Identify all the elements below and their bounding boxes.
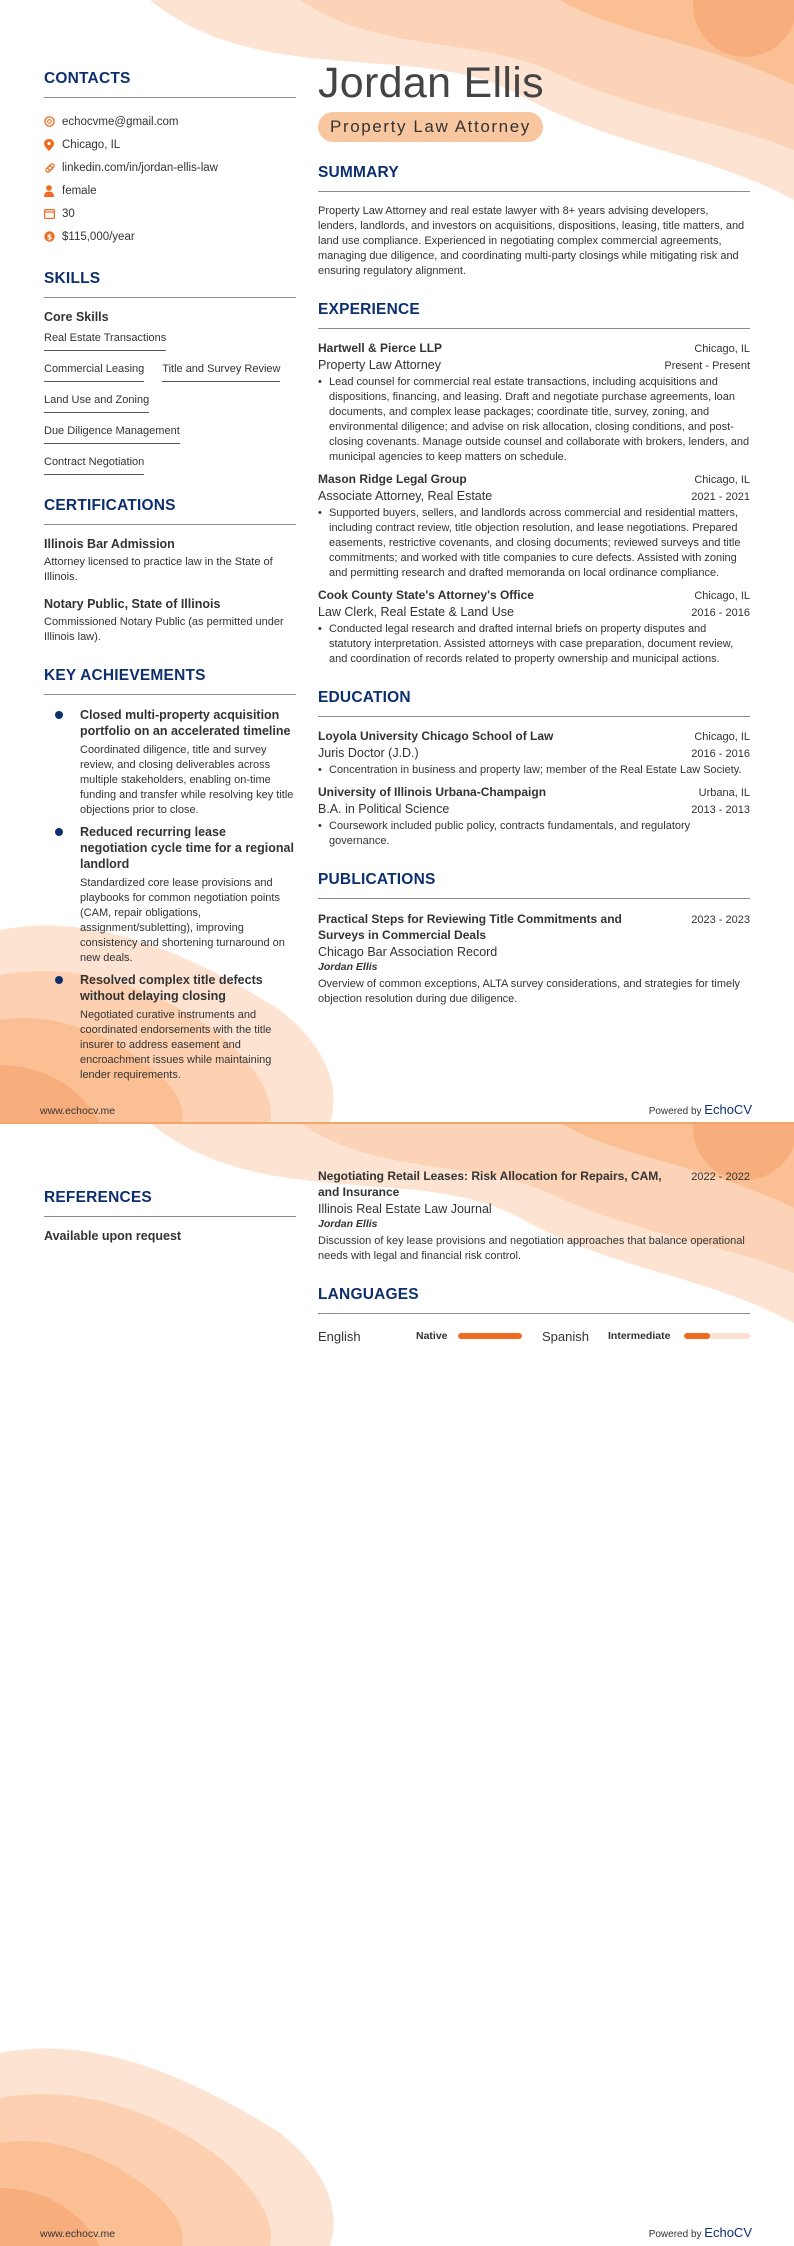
contact-gender-text: female — [62, 184, 97, 197]
certification-item — [44, 597, 296, 645]
language-bar — [684, 1333, 750, 1339]
achievement-title: Resolved complex title defects without delaying closing — [80, 973, 263, 1003]
job-dates: Present - Present — [664, 360, 750, 372]
candidate-name: Jordan Ellis — [318, 59, 544, 107]
languages-list — [318, 1326, 750, 1346]
certification-title: Notary Public, State of Illinois — [44, 597, 221, 611]
skills-list — [44, 328, 296, 483]
skill-item: Due Diligence Management — [44, 425, 180, 444]
footer-brand — [649, 1102, 752, 1117]
job-bullet: • Lead counsel for commercial real estate transactions, including acquisitions and dispositions, financing, and leasing. Draft and negotiate purchase agreements, loan documents, and complex lease packages; coordinate title, survey, zoning, and environmental diligence; and advise on risk allocation, closing conditions, and post-closing covenants. Manage outside counsel and collaborate with brokers, lenders, and municipal agencies to keep matters on schedule. — [318, 375, 750, 465]
person-icon — [44, 185, 62, 197]
school: Loyola University Chicago School of Law — [318, 729, 554, 743]
school-location: Urbana, IL — [698, 787, 750, 799]
contact-gender — [44, 179, 296, 202]
skill-item: Contract Negotiation — [44, 456, 144, 475]
job-dates: 2021 - 2021 — [691, 491, 750, 503]
contact-location — [44, 133, 296, 156]
left-column — [44, 70, 296, 1089]
education-bullet: • Coursework included public policy, contracts fundamentals, and regulatory governance. — [318, 819, 750, 849]
references-text: Available upon request — [44, 1229, 182, 1243]
link-icon — [44, 162, 62, 174]
contact-location-text: Chicago, IL — [62, 138, 121, 151]
achievement-desc: Negotiated curative instruments and coordinated endorsements with the title insurer to address easement and encroachment issues while maintaining lender requirements. — [80, 1009, 272, 1081]
skill-item: Land Use and Zoning — [44, 394, 149, 413]
employer: Cook County State's Attorney's Office — [318, 588, 534, 602]
certification-item — [44, 537, 296, 585]
svg-text:$: $ — [46, 232, 53, 242]
resume-page-2 — [0, 1123, 794, 2246]
job-role: Associate Attorney, Real Estate — [318, 489, 493, 503]
degree: B.A. in Political Science — [318, 802, 450, 816]
left-column-page-2 — [44, 1189, 296, 1243]
right-column — [318, 60, 750, 1007]
contact-linkedin-text: linkedin.com/in/jordan-ellis-law — [62, 161, 218, 174]
publication-author: Jordan Ellis — [318, 961, 378, 973]
skill-item: Commercial Leasing — [44, 363, 144, 382]
job-bullet: • Conducted legal research and drafted internal briefs on property disputes and statutory interpretation. Assisted attorneys with case preparation, document review, and coordination of records related to property ownership and municipal actions. — [318, 622, 750, 667]
bullet-dot-icon — [55, 976, 63, 984]
certifications-heading: CERTIFICATIONS — [44, 497, 296, 525]
contact-age-text: 30 — [62, 207, 75, 220]
calendar-icon — [44, 208, 62, 219]
summary-text: Property Law Attorney and real estate lawyer with 8+ years advising developers, lenders, landlords, and investors on acquisitions, dispositions, leasing, title matters, and land use compliance. Experienced in negotiating complex commercial agreements, managing due diligence, and coordinating multi-party closings while mitigating risk and ensuring regulatory alignment. — [318, 205, 745, 277]
publication-desc: Overview of common exceptions, ALTA survey considerations, and strategies for timely objection resolution during due diligence. — [318, 978, 741, 1005]
language-name: English — [318, 1328, 361, 1344]
experience-item — [318, 341, 750, 465]
publication-desc: Discussion of key lease provisions and negotiation approaches that balance operational needs with legal and financial risk control. — [318, 1235, 745, 1262]
contact-linkedin[interactable] — [44, 156, 296, 179]
publication-author: Jordan Ellis — [318, 1218, 378, 1230]
language-level: Native — [416, 1330, 448, 1342]
salary-icon — [44, 231, 62, 242]
footer-powered: Powered by — [648, 1106, 702, 1117]
footer-brand — [649, 2225, 752, 2240]
skill-item: Real Estate Transactions — [44, 332, 166, 351]
job-role: Law Clerk, Real Estate & Land Use — [318, 605, 514, 619]
certification-title: Illinois Bar Admission — [44, 537, 175, 551]
publication-dates: 2022 - 2022 — [691, 1171, 750, 1183]
page-divider — [0, 1122, 794, 1124]
footer-site[interactable]: www.echocv.me — [40, 2228, 116, 2240]
publication-title: Practical Steps for Reviewing Title Commitments and Surveys in Commercial Deals — [318, 912, 622, 942]
publication-dates: 2023 - 2023 — [691, 914, 750, 926]
right-column-page-2 — [318, 1168, 750, 1346]
publication-item — [318, 1168, 750, 1264]
skills-heading: SKILLS — [44, 270, 296, 298]
footer-brand-name[interactable]: EchoCV — [704, 1102, 752, 1117]
education-dates: 2016 - 2016 — [691, 748, 750, 760]
job-title-badge: Property Law Attorney — [318, 112, 543, 142]
skill-item: Title and Survey Review — [162, 363, 280, 382]
footer-site[interactable]: www.echocv.me — [40, 1105, 116, 1117]
languages-heading: LANGUAGES — [318, 1286, 750, 1314]
achievement-desc: Standardized core lease provisions and playbooks for common negotiation points (CAM, repair obligations, assignment/subletting), improving consistency and shortening turnaround on new deals. — [80, 877, 285, 964]
certification-desc: Commissioned Notary Public (as permitted under Illinois law). — [44, 616, 284, 643]
achievement-title: Reduced recurring lease negotiation cycle time for a regional landlord — [80, 825, 294, 871]
publications-heading: PUBLICATIONS — [318, 871, 750, 899]
location-icon — [44, 139, 62, 151]
achievement-item — [44, 972, 296, 1083]
education-dates: 2013 - 2013 — [691, 804, 750, 816]
education-heading: EDUCATION — [318, 689, 750, 717]
footer-brand-name[interactable]: EchoCV — [704, 2225, 752, 2240]
certification-desc: Attorney licensed to practice law in the State of Illinois. — [44, 556, 273, 583]
references-heading: REFERENCES — [44, 1189, 296, 1217]
language-bar-fill — [458, 1333, 522, 1339]
language-level: Intermediate — [608, 1330, 671, 1342]
education-item — [318, 729, 750, 778]
job-location: Chicago, IL — [694, 343, 750, 355]
footer-powered: Powered by — [648, 2229, 702, 2240]
education-bullet: • Concentration in business and property law; member of the Real Estate Law Society. — [318, 763, 750, 778]
email-icon — [44, 116, 62, 127]
language-bar-fill — [684, 1333, 710, 1339]
contact-email[interactable] — [44, 110, 296, 133]
publication-venue: Chicago Bar Association Record — [318, 945, 498, 959]
job-dates: 2016 - 2016 — [691, 607, 750, 619]
language-name: Spanish — [542, 1328, 589, 1344]
contact-email-text: echocvme@gmail.com — [62, 115, 179, 128]
skills-group-title: Core Skills — [44, 310, 109, 324]
achievement-item — [44, 707, 296, 818]
publication-venue: Illinois Real Estate Law Journal — [318, 1202, 492, 1216]
employer: Mason Ridge Legal Group — [318, 472, 467, 486]
education-item — [318, 785, 750, 849]
experience-item — [318, 472, 750, 581]
job-location: Chicago, IL — [694, 474, 750, 486]
achievement-title: Closed multi-property acquisition portfolio on an accelerated timeline — [80, 708, 291, 738]
job-role: Property Law Attorney — [318, 358, 441, 372]
job-location: Chicago, IL — [694, 590, 750, 602]
job-bullet: • Supported buyers, sellers, and landlords across commercial and residential matters, including contract review, title objection resolution, and lease negotiations. Prepared easements, restrictive covenants, and closing documents; reviewed surveys and title commitments; and worked with title companies to cure defects. Assisted with zoning and permitting research and drafted memoranda on local ordinance compliance. — [318, 506, 750, 581]
contact-salary — [44, 225, 296, 248]
publication-item — [318, 911, 750, 1007]
school: University of Illinois Urbana-Champaign — [318, 785, 547, 799]
experience-heading: EXPERIENCE — [318, 301, 750, 329]
degree: Juris Doctor (J.D.) — [318, 746, 419, 760]
summary-heading: SUMMARY — [318, 164, 750, 192]
employer: Hartwell & Pierce LLP — [318, 341, 443, 355]
language-bar — [458, 1333, 522, 1339]
contacts-list — [44, 110, 296, 248]
contact-age — [44, 202, 296, 225]
contact-salary-text: $115,000/year — [62, 230, 135, 243]
school-location: Chicago, IL — [694, 731, 750, 743]
achievement-desc: Coordinated diligence, title and survey review, and closing deliverables across multiple stakeholders, enabling on-time funding and transfer while resolving key title objections prior to close. — [80, 744, 294, 816]
achievements-heading: KEY ACHIEVEMENTS — [44, 667, 296, 695]
contacts-heading: CONTACTS — [44, 70, 296, 98]
publication-title: Negotiating Retail Leases: Risk Allocation for Repairs, CAM, and Insurance — [318, 1169, 662, 1199]
experience-item — [318, 588, 750, 667]
achievement-item — [44, 824, 296, 966]
bullet-dot-icon — [55, 828, 63, 836]
bullet-dot-icon — [55, 711, 63, 719]
